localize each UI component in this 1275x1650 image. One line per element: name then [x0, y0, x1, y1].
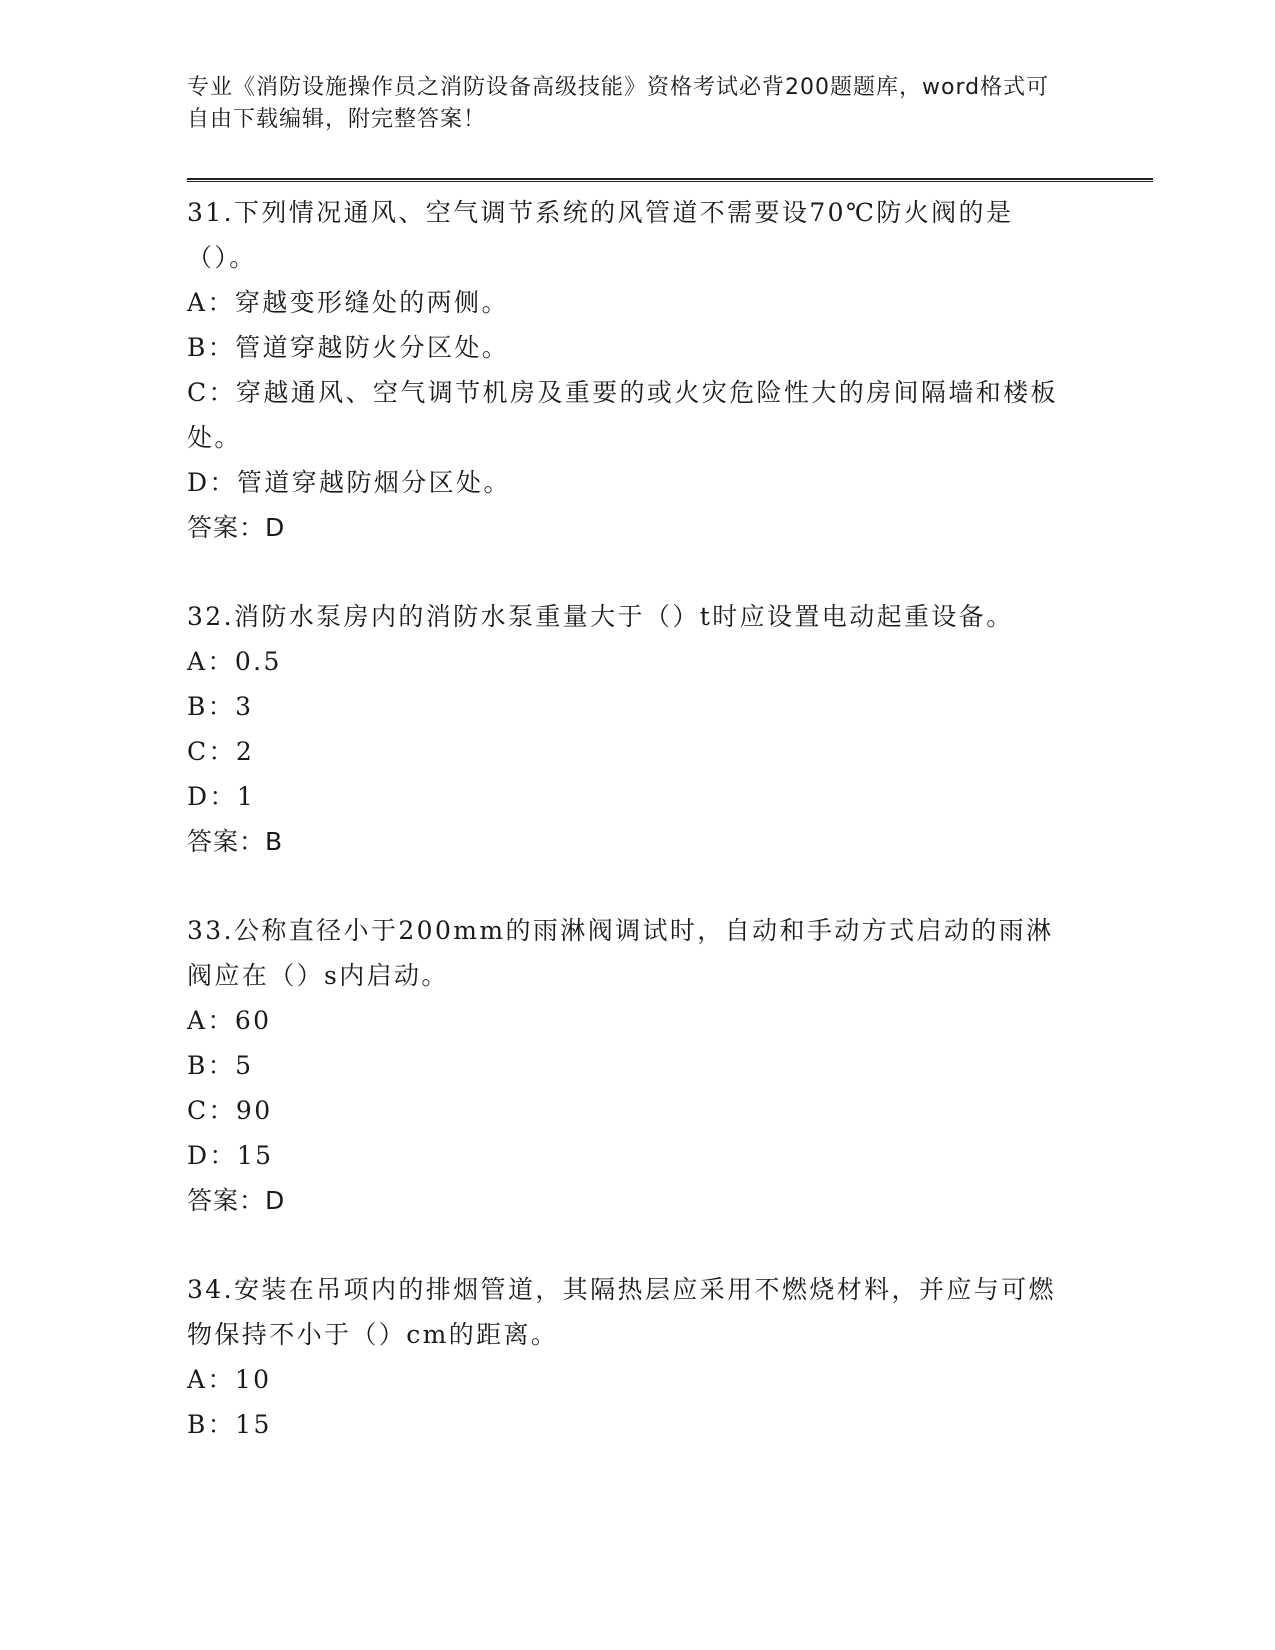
- option-d: D：15: [187, 1141, 274, 1170]
- option-c: C：穿越通风、空气调节机房及重要的或火灾危险性大的房间隔墙和楼板处。: [187, 378, 1058, 452]
- answer: 答案：D: [187, 513, 286, 542]
- option-b: B：3: [187, 692, 254, 721]
- answer: 答案：B: [187, 827, 284, 856]
- question-stem: 32.消防水泵房内的消防水泵重量大于（）t时应设置电动起重设备。: [187, 602, 1014, 631]
- question-stem: 33.公称直径小于200mm的雨淋阀调试时，自动和手动方式启动的雨淋阀应在（）s内启动。: [187, 916, 1054, 990]
- question-31: [187, 190, 1067, 550]
- option-b: B：15: [187, 1410, 272, 1439]
- question-list: [187, 190, 1067, 1491]
- question-33: [187, 908, 1067, 1223]
- question-34: [187, 1267, 1067, 1447]
- option-a: A：0.5: [187, 647, 282, 676]
- question-stem: 31.下列情况通风、空气调节系统的风管道不需要设70℃防火阀的是（）。: [187, 198, 1014, 272]
- option-d: D：管道穿越防烟分区处。: [187, 468, 511, 497]
- question-stem: 34.安装在吊项内的排烟管道，其隔热层应采用不燃烧材料，并应与可燃物保持不小于（）cm的距离。: [187, 1275, 1056, 1349]
- header-rule: [187, 178, 1153, 182]
- question-32: [187, 594, 1067, 864]
- option-c: C：90: [187, 1096, 273, 1125]
- answer: 答案：D: [187, 1186, 286, 1215]
- option-a: A：60: [187, 1006, 272, 1035]
- option-a: A：10: [187, 1365, 272, 1394]
- option-d: D：1: [187, 782, 256, 811]
- option-b: B：5: [187, 1051, 254, 1080]
- option-b: B：管道穿越防火分区处。: [187, 333, 510, 362]
- page-header: 专业《消防设施操作员之消防设备高级技能》资格考试必背200题题库，word格式可自由下载编辑，附完整答案！: [187, 75, 1050, 132]
- option-a: A：穿越变形缝处的两侧。: [187, 288, 509, 317]
- option-c: C：2: [187, 737, 255, 766]
